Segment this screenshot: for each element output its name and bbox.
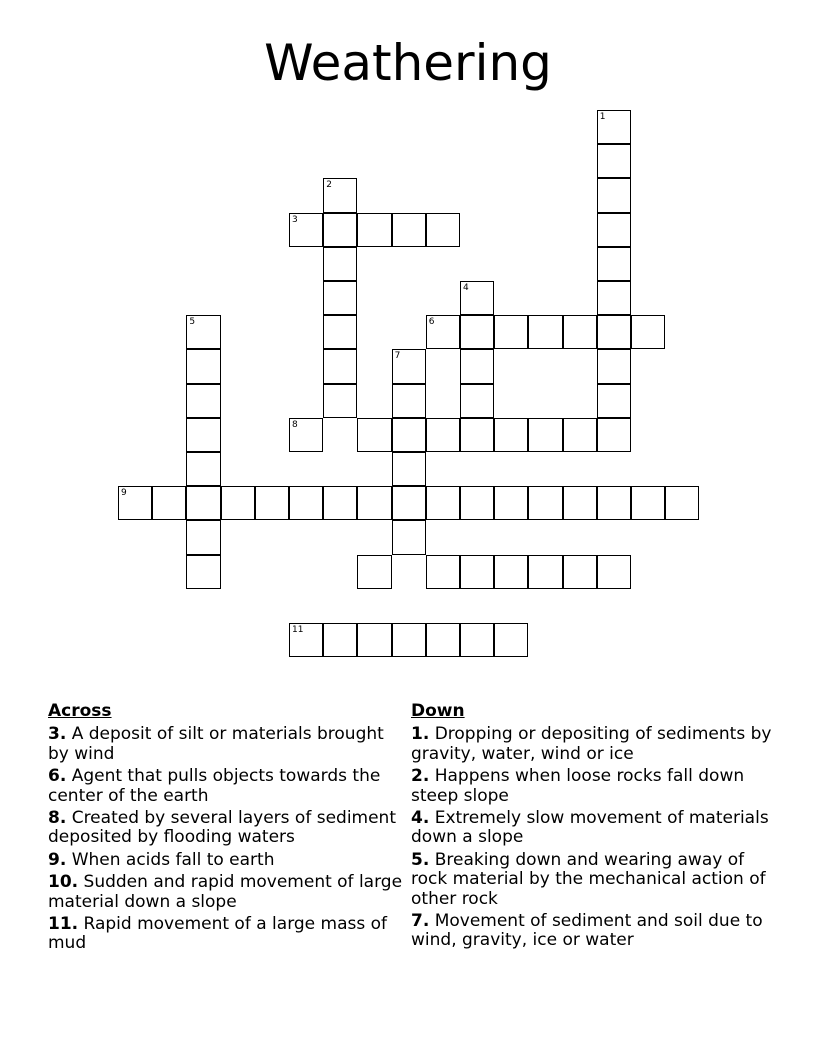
grid-cell[interactable]	[494, 486, 528, 520]
grid-cell[interactable]	[665, 486, 699, 520]
grid-cell[interactable]	[597, 178, 631, 212]
grid-cell[interactable]	[289, 213, 323, 247]
grid-cell[interactable]	[494, 555, 528, 589]
grid-cell[interactable]	[563, 555, 597, 589]
grid-cell[interactable]	[460, 384, 494, 418]
grid-cell[interactable]	[323, 281, 357, 315]
grid-cell[interactable]	[323, 384, 357, 418]
grid-cell[interactable]	[597, 110, 631, 144]
grid-cell[interactable]	[152, 486, 186, 520]
grid-cell[interactable]	[426, 418, 460, 452]
grid-cell[interactable]	[323, 315, 357, 349]
grid-cell[interactable]	[631, 486, 665, 520]
grid-cell[interactable]	[528, 315, 562, 349]
across-clue-6: 6. Agent that pulls objects towards the center of the earth	[48, 766, 381, 806]
grid-cell[interactable]	[597, 213, 631, 247]
grid-cell[interactable]	[597, 384, 631, 418]
grid-cell[interactable]	[426, 555, 460, 589]
down-clue-2: 2. Happens when loose rocks fall down steep slope	[411, 766, 745, 806]
cell-number: 4	[463, 283, 469, 293]
grid-cell[interactable]	[357, 555, 391, 589]
grid-cell[interactable]	[528, 418, 562, 452]
cell-number: 5	[189, 317, 196, 328]
grid-cell[interactable]	[597, 281, 631, 315]
down-clue-4: 4. Extremely slow movement of materials down a slope	[411, 808, 769, 848]
grid-cell[interactable]	[186, 315, 220, 349]
grid-cell[interactable]	[460, 418, 494, 452]
grid-cell[interactable]	[494, 418, 528, 452]
cell-number: 7	[394, 351, 401, 362]
grid-cell[interactable]	[460, 281, 494, 315]
across-clues	[48, 702, 403, 957]
cell-number: 8	[292, 419, 298, 430]
across-heading: Across	[48, 701, 112, 721]
grid-cell[interactable]	[563, 486, 597, 520]
grid-cell[interactable]	[323, 623, 357, 657]
across-clue-3: 3. A deposit of silt or materials brought by wind	[48, 724, 384, 764]
grid-cell[interactable]	[186, 520, 220, 554]
grid-cell[interactable]	[597, 144, 631, 178]
grid-cell[interactable]	[631, 315, 665, 349]
grid-cell[interactable]	[392, 213, 426, 247]
grid-cell[interactable]	[323, 213, 357, 247]
grid-cell[interactable]	[392, 623, 426, 657]
grid-cell[interactable]	[494, 623, 528, 657]
grid-cell[interactable]	[289, 623, 323, 657]
grid-cell[interactable]	[426, 315, 460, 349]
grid-cell[interactable]	[460, 486, 494, 520]
grid-cell[interactable]	[323, 247, 357, 281]
grid-cell[interactable]	[460, 315, 494, 349]
grid-cell[interactable]	[323, 178, 357, 212]
down-clue-5: 5. Breaking down and wearing away of rock material by the mechanical action of other rock	[411, 849, 766, 909]
grid-cell[interactable]	[460, 349, 494, 383]
grid-cell[interactable]	[426, 623, 460, 657]
grid-cell[interactable]	[255, 486, 289, 520]
grid-cell[interactable]	[186, 555, 220, 589]
grid-cell[interactable]	[597, 486, 631, 520]
grid-cell[interactable]	[597, 555, 631, 589]
grid-cell[interactable]	[357, 623, 391, 657]
grid-cell[interactable]	[528, 555, 562, 589]
grid-cell[interactable]	[460, 623, 494, 657]
cell-number: 1	[599, 112, 606, 122]
down-clue-7: 7. Movement of sediment and soil due to wind, gravity, ice or water	[411, 911, 763, 951]
cell-number: 9	[121, 488, 127, 499]
grid-cell[interactable]	[392, 486, 426, 520]
grid-cell[interactable]	[597, 349, 631, 383]
down-clue-1: 1. Dropping or depositing of sediments by gravity, water, wind or ice	[411, 724, 772, 764]
cell-number: 11	[292, 625, 304, 635]
down-clues	[411, 702, 781, 954]
grid-cell[interactable]	[186, 486, 220, 520]
grid-cell[interactable]	[186, 349, 220, 383]
grid-cell[interactable]	[323, 349, 357, 383]
across-clue-9: 9. When acids fall to earth	[48, 849, 275, 870]
cell-number: 3	[292, 214, 298, 225]
grid-cell[interactable]	[221, 486, 255, 520]
grid-cell[interactable]	[357, 213, 391, 247]
grid-cell[interactable]	[289, 418, 323, 452]
grid-cell[interactable]	[426, 486, 460, 520]
grid-cell[interactable]	[563, 315, 597, 349]
grid-cell[interactable]	[323, 486, 357, 520]
grid-cell[interactable]	[357, 486, 391, 520]
grid-cell[interactable]	[597, 315, 631, 349]
across-clue-10: 10. Sudden and rapid movement of large material down a slope	[48, 872, 403, 912]
cell-number: 6	[428, 317, 435, 328]
grid-cell[interactable]	[289, 486, 323, 520]
grid-cell[interactable]	[186, 384, 220, 418]
grid-cell[interactable]	[392, 349, 426, 383]
puzzle-title: Weathering	[264, 34, 552, 92]
grid-cell[interactable]	[392, 452, 426, 486]
down-heading: Down	[411, 701, 465, 721]
grid-cell[interactable]	[118, 486, 152, 520]
grid-cell[interactable]	[460, 555, 494, 589]
grid-cell[interactable]	[392, 384, 426, 418]
grid-cell[interactable]	[563, 418, 597, 452]
grid-cell[interactable]	[392, 418, 426, 452]
grid-cell[interactable]	[426, 213, 460, 247]
across-clue-8: 8. Created by several layers of sediment deposited by flooding waters	[48, 808, 396, 848]
grid-cell[interactable]	[597, 247, 631, 281]
grid-cell[interactable]	[186, 452, 220, 486]
grid-cell[interactable]	[528, 486, 562, 520]
across-clue-11: 11. Rapid movement of a large mass of mud	[48, 914, 388, 954]
cell-number: 2	[326, 180, 332, 191]
grid-cell[interactable]	[357, 418, 391, 452]
grid-cell[interactable]	[186, 418, 220, 452]
grid-cell[interactable]	[597, 418, 631, 452]
grid-cell[interactable]	[392, 520, 426, 554]
grid-cell[interactable]	[494, 315, 528, 349]
